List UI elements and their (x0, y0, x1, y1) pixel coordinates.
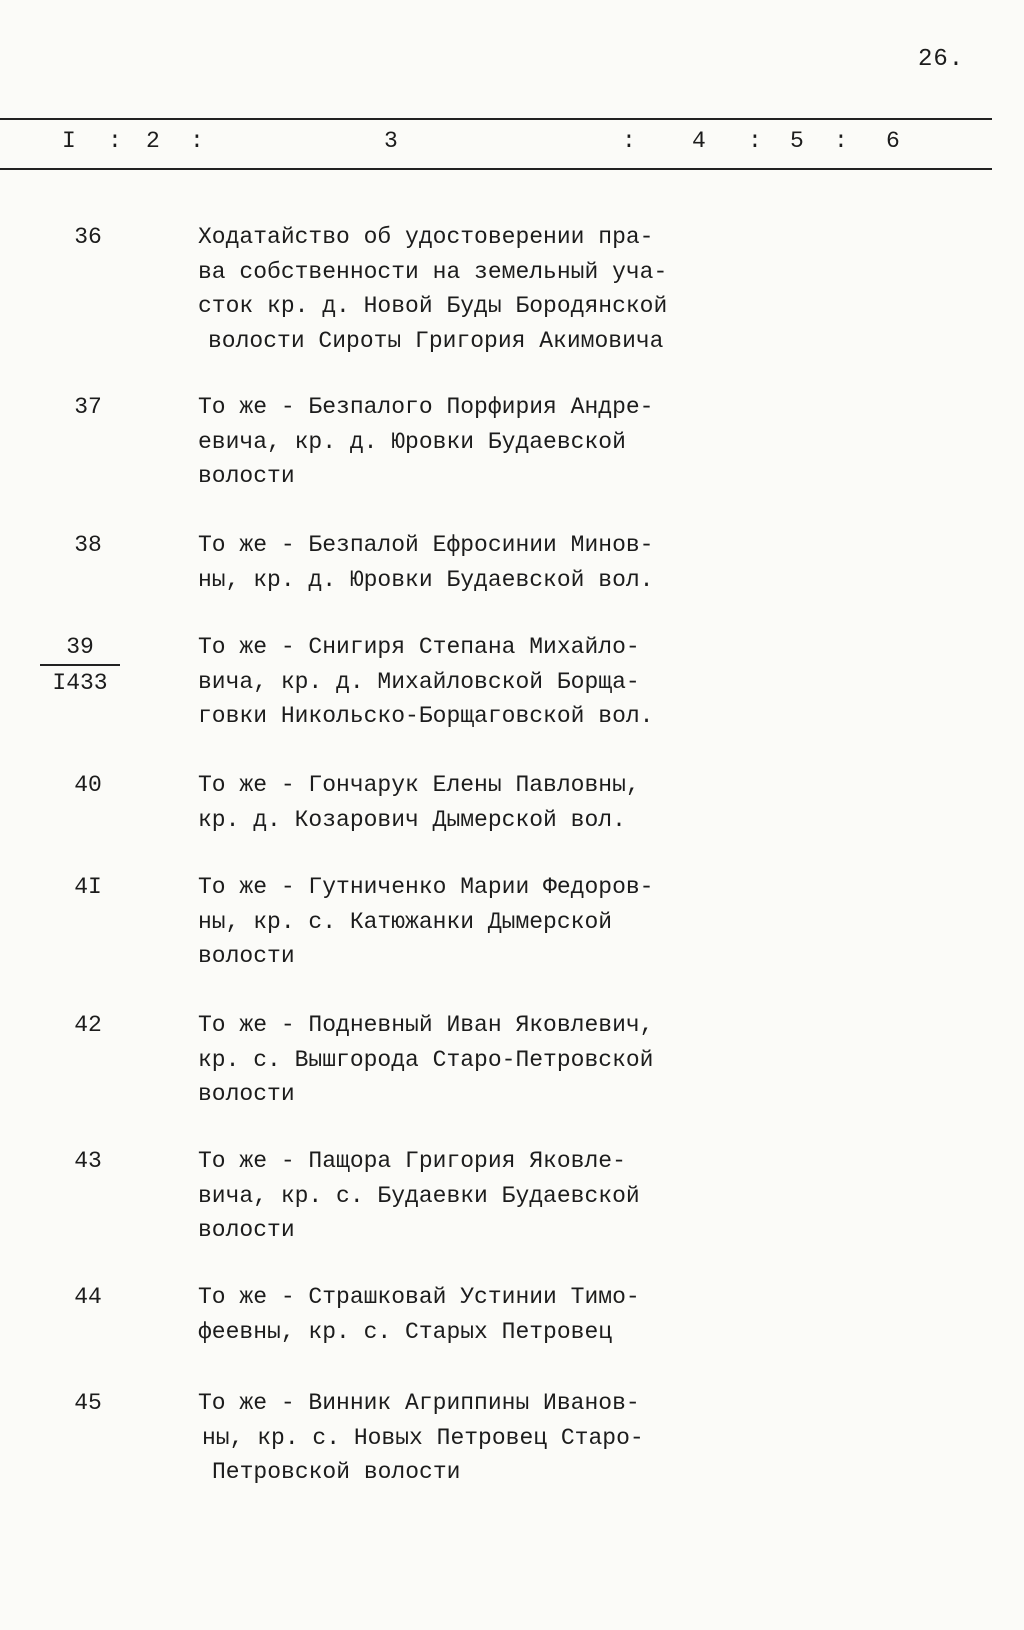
entry-text-line: говки Никольско-Борщаговской вол. (198, 703, 654, 729)
entry-number: 42 (74, 1012, 102, 1038)
entry-text-line: То же - Гутниченко Марии Федоров- (198, 874, 654, 900)
entry-number-main: 39 (40, 630, 120, 666)
column-separator: : (748, 128, 762, 154)
entry-text-line: То же - Подневный Иван Яковлевич, (198, 1012, 654, 1038)
entry-number: 45 (74, 1390, 102, 1416)
entry-text-line: феевны, кр. с. Старых Петровец (198, 1318, 613, 1345)
entry-number-sub: I433 (52, 670, 108, 696)
column-header-5: 5 (790, 128, 804, 154)
entry-number: 37 (74, 394, 102, 420)
entry-text-line: волости (198, 1217, 295, 1243)
entry-description (198, 390, 718, 494)
column-header-4: 4 (692, 128, 706, 154)
entry-text-line: волости (198, 1081, 295, 1107)
entry-description (198, 1280, 718, 1349)
entry-text-line: То же - Безпалого Порфирия Андре- (198, 394, 654, 420)
entry-description (198, 1144, 718, 1248)
entry-text-line: То же - Снигиря Степана Михайло- (198, 634, 640, 660)
entry-text-line: кр. с. Вышгорода Старо-Петровской (198, 1046, 654, 1073)
column-separator: : (108, 128, 122, 154)
entry-text-line: То же - Гончарук Елены Павловны, (198, 772, 640, 798)
entry-description (198, 528, 718, 597)
entry-text-line: Ходатайство об удостоверении пра- (198, 224, 654, 250)
entry-number (40, 630, 120, 700)
entry-text-line: ва собственности на земельный уча- (198, 258, 668, 285)
column-header-6: 6 (886, 128, 900, 154)
column-separator: : (190, 128, 204, 154)
entry-description (198, 630, 718, 734)
entry-description (198, 1386, 718, 1490)
entry-text-line: волости (198, 943, 295, 969)
entry-text-line: То же - Страшковай Устинии Тимо- (198, 1284, 640, 1310)
entry-text-line: ны, кр. с. Катюжанки Дымерской (198, 908, 613, 935)
column-header-1: I (62, 128, 76, 154)
entry-text-line: евича, кр. д. Юровки Будаевской (198, 428, 626, 455)
entry-number: 36 (74, 224, 102, 250)
entry-number: 38 (74, 532, 102, 558)
entry-number: 4I (74, 874, 102, 900)
entry-text-line: кр. д. Козарович Дымерской вол. (198, 806, 626, 833)
entry-text-line: волости Сироты Григория Акимовича (208, 327, 664, 354)
entry-text-line: ны, кр. с. Новых Петровец Старо- (202, 1424, 644, 1451)
entry-description (198, 768, 718, 837)
column-header-3: 3 (384, 128, 398, 154)
entry-description (198, 220, 718, 358)
entry-description (198, 870, 718, 974)
page-number: 26. (918, 46, 965, 73)
entry-text-line: волости (198, 463, 295, 489)
column-header-2: 2 (146, 128, 160, 154)
entry-text-line: Петровской волости (212, 1459, 461, 1485)
entry-text-line: сток кр. д. Новой Буды Бородянской (198, 293, 668, 319)
entry-text-line: То же - Пащора Григория Яковле- (198, 1148, 626, 1174)
entry-description (198, 1008, 718, 1112)
column-separator: : (834, 128, 848, 154)
entry-text-line: вича, кр. с. Будаевки Будаевской (198, 1182, 640, 1209)
entry-number: 44 (74, 1284, 102, 1310)
entry-text-line: То же - Безпалой Ефросинии Минов- (198, 532, 654, 558)
entry-text-line: вича, кр. д. Михайловской Борща- (198, 668, 640, 695)
entry-number: 43 (74, 1148, 102, 1174)
entry-number: 40 (74, 772, 102, 798)
entry-text-line: ны, кр. д. Юровки Будаевской вол. (198, 566, 654, 593)
column-separator: : (622, 128, 636, 154)
entry-text-line: То же - Винник Агриппины Иванов- (198, 1390, 640, 1416)
